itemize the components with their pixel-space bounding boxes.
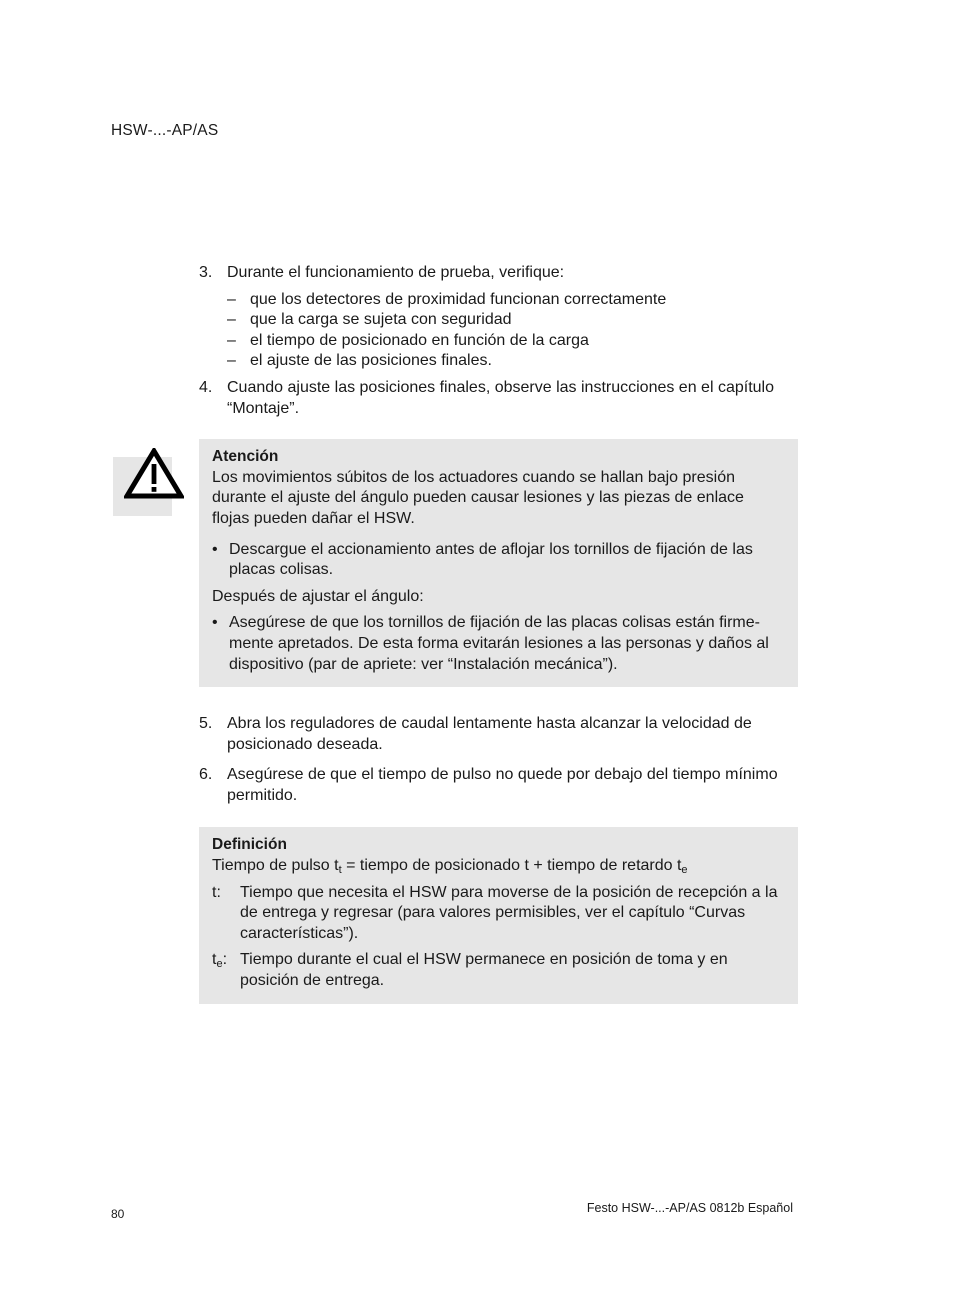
warning-triangle-icon (113, 446, 173, 516)
list-item: – el tiempo de posicionado en función de la carga (227, 331, 589, 349)
step-text: Durante el funcionamiento de prueba, verifique: (227, 264, 565, 281)
definition-box (199, 827, 798, 1003)
step-number: 4. (199, 378, 213, 396)
document-reference: Festo HSW-...-AP/AS 0812b Español (586, 1201, 793, 1215)
step-number: 3. (199, 264, 213, 281)
step-text: Cuando ajuste las posiciones finales, observe las instrucciones en el capítulo “Montaje”. (227, 378, 774, 417)
definition-term-te: $t_e$: Tiempo durante el cual el HSW permanece en posición de toma y en posición de entrega. (212, 951, 728, 990)
attention-box (199, 439, 798, 687)
attention-bullet: • Descargue el accionamiento antes de aflojar los tornillos de fijación de las placas colisas. (212, 540, 753, 579)
definition-title: Definición (212, 836, 287, 854)
definition-term-t: t: Tiempo que necesita el HSW para moverse de la posición de recepción a la de entrega y regresar (para valores permisibles, ver el capítulo “Curvas características”). (212, 883, 778, 942)
step-3 (199, 263, 798, 284)
definition-formula: Tiempo de pulso $t_t$ = tiempo de posicionado t + tiempo de retardo $t_e$ (212, 857, 688, 877)
step-text: Abra los reguladores de caudal lentamente hasta alcanzar la velocidad de posicionado deseada. (227, 715, 752, 753)
step-number: 6. (199, 766, 213, 784)
list-item: – que los detectores de proximidad funcionan correctamente (227, 290, 667, 308)
step-5 (199, 714, 798, 755)
bullet-icon: • (212, 540, 218, 558)
check-list (199, 290, 798, 372)
page-number: 80 (111, 1207, 125, 1221)
list-item: – el ajuste de las posiciones finales. (227, 352, 492, 370)
attention-bullet: • Asegúrese de que los tornillos de fijación de las placas colisas están firme-mente apretados. De esta forma evitarán lesiones a las personas y daños al dispositivo (par de apriete: ver “Instalación mecánica”). (212, 614, 769, 673)
step-6 (199, 765, 798, 806)
list-item: – que la carga se sujeta con seguridad (227, 311, 512, 329)
step-text: Asegúrese de que el tiempo de pulso no quede por debajo del tiempo mínimo permitido. (227, 766, 778, 804)
step-number: 5. (199, 715, 213, 733)
attention-title: Atención (212, 448, 279, 466)
attention-after-text: Después de ajustar el ángulo: (212, 587, 424, 605)
running-header: HSW-...-AP/AS (111, 122, 219, 139)
step-4 (199, 378, 798, 419)
attention-body: Los movimientos súbitos de los actuadores cuando se hallan bajo presión durante el ajuste del ángulo pueden causar lesiones y las piezas de enlace flojas pueden dañar el HSW. (212, 468, 744, 527)
bullet-icon: • (212, 614, 218, 632)
main-content (199, 263, 798, 1004)
